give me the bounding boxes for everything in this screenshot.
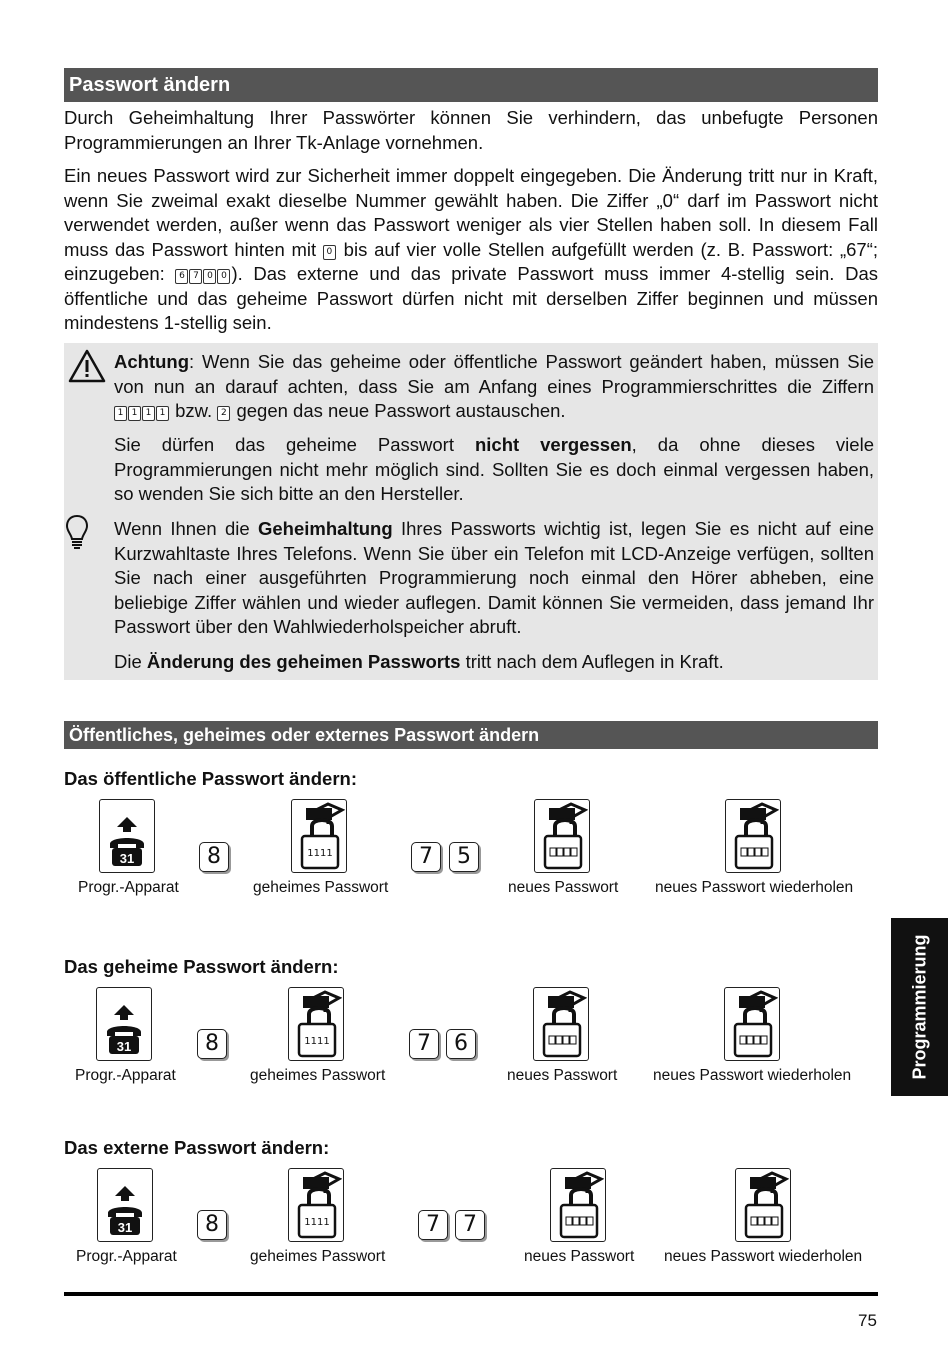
intro-text-1: Durch Geheimhaltung Ihrer Passwörter können Sie verhindern, das unbefugte Personen Programmierungen an Ihrer Tk-Anlage vornehmen. xyxy=(64,107,878,153)
key-7: 7 xyxy=(418,1210,448,1240)
warning-text-a: : Wenn Sie das geheime oder öffentliche Passwort geändert haben, müssen Sie von nun an darauf achten, dass Sie am Anfang eines Programmierschrittes die Ziffern xyxy=(114,351,874,397)
lock-code-label: 1111 xyxy=(304,1036,330,1047)
key-7: 7 xyxy=(455,1210,485,1240)
section-header-passwort-typen: Öffentliches, geheimes oder externes Passwort ändern xyxy=(64,721,878,749)
key-6: 6 xyxy=(446,1029,476,1059)
new-password-lock-icon xyxy=(550,1168,606,1242)
section-header-passwort-aendern: Passwort ändern xyxy=(64,68,878,102)
secret-password-lock-icon xyxy=(291,799,347,873)
tip-p2-a: Die xyxy=(114,651,142,672)
intro-text-2a: Ein neues Passwort wird zur Sicherheit immer doppelt eingegeben. Die Änderung tritt nur in Kraft, wenn Sie zweimal exakt dieselbe Nummer gewählt haben. Die Ziffer „0“ darf im Passwort nicht verwendet werden, außer wenn das Passwort weniger als vier Stellen haben soll. In diesem Fall muss das Passwort hinten mit xyxy=(64,165,878,260)
section-title-oeffentlich: Das öffentliche Passwort ändern: xyxy=(64,768,357,789)
phone-number-label: 31 xyxy=(117,1220,133,1235)
repeat-password-lock-icon xyxy=(725,799,781,873)
caption-progr-apparat: Progr.-Apparat xyxy=(75,1067,176,1084)
programming-phone-icon xyxy=(96,987,152,1061)
caption-geheimes-passwort: geheimes Passwort xyxy=(250,1248,386,1265)
caption-progr-apparat: Progr.-Apparat xyxy=(76,1248,177,1265)
lock-code-label: 1111 xyxy=(307,848,333,859)
tip-p2-b: tritt nach dem Auflegen in Kraft. xyxy=(465,651,724,672)
warning-text-b: bzw. xyxy=(175,400,213,421)
repeat-password-lock-icon xyxy=(735,1168,791,1242)
key-one: 1 xyxy=(156,406,169,421)
tip-paragraph-1 xyxy=(114,517,874,640)
new-password-lock-icon xyxy=(534,799,590,873)
example-key-sequence xyxy=(175,263,231,284)
footer-rule xyxy=(64,1292,878,1296)
warning-p2-a: Sie dürfen das geheime Passwort xyxy=(114,434,454,455)
tip-p1-b: Ihres Passworts wichtig ist, legen Sie es nicht auf eine Kurzwahltaste Ihres Telefons. Wenn Sie über ein Telefon mit LCD-Anzeige verfügen, sollten Sie nach einer ausgeführten Programmierung noch einmal den Hörer abheben, eine beliebige Ziffer wählen und wieder auflegen. Damit können Sie vermeiden, dass jemand Ihr Passwort über den Wahlwiederholspeicher abruft. xyxy=(114,518,875,637)
programming-phone-icon xyxy=(99,799,155,873)
caption-neues-passwort: neues Passwort xyxy=(507,1067,618,1084)
example-key: 0 xyxy=(203,269,216,284)
secret-password-lock-icon xyxy=(288,1168,344,1242)
tip-p2-bold: Änderung des geheimen Passworts xyxy=(146,651,461,672)
lock-code-label: 1111 xyxy=(304,1217,330,1228)
example-key: 6 xyxy=(175,269,188,284)
programming-phone-icon xyxy=(97,1168,153,1242)
warning-text-c: gegen das neue Passwort austauschen. xyxy=(236,400,566,421)
intro-paragraph-1 xyxy=(64,106,878,155)
key-5: 5 xyxy=(449,842,479,872)
new-password-lock-icon xyxy=(533,987,589,1061)
intro-paragraph-2 xyxy=(64,164,878,336)
tip-paragraph-2 xyxy=(114,650,874,675)
caption-wiederholen: neues Passwort wiederholen xyxy=(653,1067,852,1084)
warning-p2-bold: nicht vergessen xyxy=(474,434,632,455)
key-8: 8 xyxy=(197,1210,227,1240)
phone-number-label: 31 xyxy=(119,851,135,866)
warning-paragraph-1 xyxy=(114,350,874,424)
repeat-password-lock-icon xyxy=(724,987,780,1061)
caption-neues-passwort: neues Passwort xyxy=(524,1248,635,1265)
caption-geheimes-passwort: geheimes Passwort xyxy=(250,1067,386,1084)
key-7: 7 xyxy=(411,842,441,872)
page-number: 75 xyxy=(858,1311,877,1330)
key-7: 7 xyxy=(409,1029,439,1059)
example-key: 7 xyxy=(189,269,202,284)
example-key: 0 xyxy=(217,269,230,284)
warning-icon xyxy=(68,349,106,388)
warning-paragraph-2 xyxy=(114,433,874,507)
warning-bold-label: Achtung xyxy=(114,351,190,372)
key-zero: 0 xyxy=(323,245,336,260)
intro-text-2b: bis auf vier volle Stellen aufgefüllt werden (z. B. Passwort: „67“; einzugeben: xyxy=(64,238,878,284)
section-title-geheim: Das geheime Passwort ändern: xyxy=(64,956,339,977)
intro-text-2c: ). Das externe und das private Passwort muss immer 4-stellig sein. Das öffentliche und das geheime Passwort dürfen nicht mit derselben Ziffer beginnen und müssen mindestens 1-stellig sein. xyxy=(64,263,878,333)
tip-p1-a: Wenn Ihnen die xyxy=(114,518,250,539)
secret-password-lock-icon xyxy=(288,987,344,1061)
key-two: 2 xyxy=(217,406,230,421)
chapter-side-tab-label: Programmierung xyxy=(909,934,929,1080)
key-one: 1 xyxy=(128,406,141,421)
key-one: 1 xyxy=(114,406,127,421)
lightbulb-icon xyxy=(64,514,90,557)
key-8: 8 xyxy=(197,1029,227,1059)
section-title-extern: Das externe Passwort ändern: xyxy=(64,1137,330,1158)
caption-neues-passwort: neues Passwort xyxy=(508,879,619,896)
caption-progr-apparat: Progr.-Apparat xyxy=(78,879,179,896)
keys-1111 xyxy=(114,400,170,421)
key-8: 8 xyxy=(199,842,229,872)
warning-p2-b: , da ohne dieses viele Programmierungen nicht mehr möglich sind. Sollten Sie es doch einmal vergessen haben, so wenden Sie sich bitte an den Hersteller. xyxy=(114,434,874,504)
caption-geheimes-passwort: geheimes Passwort xyxy=(253,879,389,896)
tip-p1-bold: Geheimhaltung xyxy=(258,518,393,539)
key-one: 1 xyxy=(142,406,155,421)
chapter-side-tab xyxy=(891,918,948,1096)
caption-wiederholen: neues Passwort wiederholen xyxy=(655,879,854,896)
caption-wiederholen: neues Passwort wiederholen xyxy=(664,1248,863,1265)
phone-number-label: 31 xyxy=(116,1039,132,1054)
